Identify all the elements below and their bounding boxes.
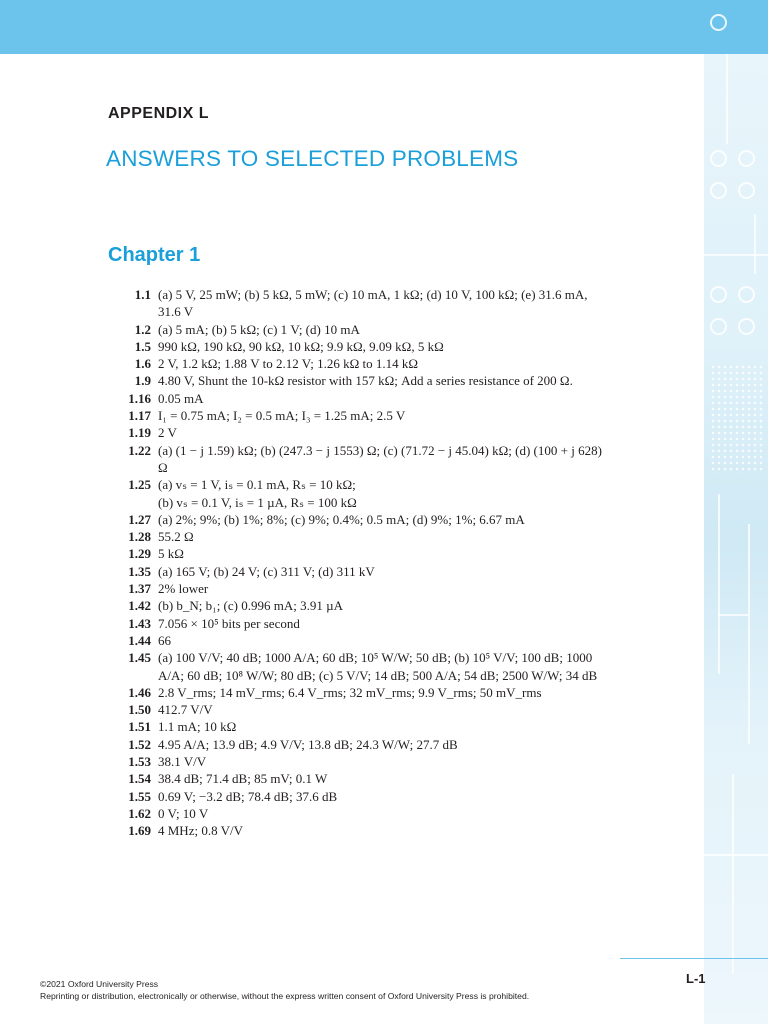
answer-text: 4 MHz; 0.8 V/V bbox=[158, 823, 243, 839]
circuit-ring bbox=[738, 182, 755, 199]
problem-number: 1.45 bbox=[128, 650, 151, 666]
side-circuit-decoration bbox=[704, 54, 768, 1024]
answers-list bbox=[118, 286, 618, 840]
answer-text: (a) 2%; 9%; (b) 1%; 8%; (c) 9%; 0.4%; 0.5 mA; (d) 9%; 1%; 6.67 mA bbox=[158, 511, 525, 527]
problem-number: 1.44 bbox=[128, 632, 151, 648]
answer-row bbox=[118, 321, 618, 338]
answer-row bbox=[118, 563, 618, 580]
circuit-ring bbox=[710, 286, 727, 303]
reprint-notice: Reprinting or distribution, electronically or otherwise, without the express written consent of Oxford University Press is prohibited. bbox=[40, 991, 530, 1001]
answer-text: 4.95 A/A; 13.9 dB; 4.9 V/V; 13.8 dB; 24.3 W/W; 27.7 dB bbox=[158, 736, 458, 752]
problem-number: 1.6 bbox=[134, 356, 151, 372]
answer-text: 55.2 Ω bbox=[158, 529, 194, 545]
problem-number: 1.53 bbox=[128, 754, 151, 770]
answer-row bbox=[118, 684, 618, 701]
answer-row bbox=[118, 528, 618, 545]
answer-row bbox=[118, 753, 618, 770]
circuit-ring bbox=[710, 14, 727, 31]
answer-row bbox=[118, 442, 618, 477]
answer-text: 5 kΩ bbox=[158, 546, 184, 562]
answer-text: 2 V, 1.2 kΩ; 1.88 V to 2.12 V; 1.26 kΩ to 1.14 kΩ bbox=[158, 356, 418, 372]
answer-row bbox=[118, 615, 618, 632]
problem-number: 1.50 bbox=[128, 702, 151, 718]
problem-number: 1.43 bbox=[128, 615, 151, 631]
answer-row bbox=[118, 355, 618, 372]
answer-row bbox=[118, 718, 618, 735]
circuit-trace bbox=[732, 774, 734, 974]
answer-text: 7.056 × 10⁵ bits per second bbox=[158, 615, 300, 631]
problem-number: 1.5 bbox=[134, 338, 151, 354]
circuit-ring bbox=[738, 286, 755, 303]
circuit-trace bbox=[718, 494, 720, 674]
problem-number: 1.52 bbox=[128, 736, 151, 752]
answer-text: I₁ = 0.75 mA; I₂ = 0.5 mA; I₃ = 1.25 mA; 2.5 V bbox=[158, 408, 406, 424]
answer-text: (a) 5 V, 25 mW; (b) 5 kΩ, 5 mW; (c) 10 mA, 1 kΩ; (d) 10 V, 100 kΩ; (e) 31.6 mA, 31.6 V bbox=[158, 287, 588, 320]
problem-number: 1.28 bbox=[128, 529, 151, 545]
top-color-band bbox=[0, 0, 768, 54]
answer-row bbox=[118, 372, 618, 389]
answer-row bbox=[118, 770, 618, 787]
answer-text: 2.8 V_rms; 14 mV_rms; 6.4 V_rms; 32 mV_rms; 9.9 V_rms; 50 mV_rms bbox=[158, 684, 542, 700]
answer-text: 66 bbox=[158, 632, 171, 648]
page-number: L-1 bbox=[686, 971, 706, 986]
answer-row bbox=[118, 545, 618, 562]
answer-row bbox=[118, 338, 618, 355]
circuit-ring bbox=[710, 182, 727, 199]
answer-text: 2 V bbox=[158, 425, 177, 441]
answer-text: (a) 165 V; (b) 24 V; (c) 311 V; (d) 311 kV bbox=[158, 563, 375, 579]
chapter-heading: Chapter 1 bbox=[108, 244, 201, 266]
answer-row bbox=[118, 424, 618, 441]
problem-number: 1.51 bbox=[128, 719, 151, 735]
problem-number: 1.46 bbox=[128, 684, 151, 700]
answer-row bbox=[118, 805, 618, 822]
answer-text: 0 V; 10 V bbox=[158, 805, 209, 821]
circuit-ring bbox=[738, 150, 755, 167]
circuit-dot-grid bbox=[710, 364, 764, 474]
problem-number: 1.17 bbox=[128, 408, 151, 424]
problem-number: 1.16 bbox=[128, 390, 151, 406]
circuit-trace bbox=[704, 254, 768, 256]
problem-number: 1.54 bbox=[128, 771, 151, 787]
problem-number: 1.29 bbox=[128, 546, 151, 562]
answer-row bbox=[118, 286, 618, 321]
answer-text: (a) 5 mA; (b) 5 kΩ; (c) 1 V; (d) 10 mA bbox=[158, 321, 360, 337]
circuit-ring bbox=[710, 318, 727, 335]
problem-number: 1.42 bbox=[128, 598, 151, 614]
answer-row bbox=[118, 390, 618, 407]
problem-number: 1.9 bbox=[134, 373, 151, 389]
problem-number: 1.35 bbox=[128, 563, 151, 579]
circuit-trace bbox=[704, 854, 768, 856]
circuit-trace bbox=[754, 214, 756, 274]
problem-number: 1.62 bbox=[128, 805, 151, 821]
answer-text: (a) (1 − j 1.59) kΩ; (b) (247.3 − j 1553) Ω; (c) (71.72 − j 45.04) kΩ; (d) (100 + j 628) Ω bbox=[158, 442, 602, 475]
answer-text: 0.05 mA bbox=[158, 390, 204, 406]
problem-number: 1.1 bbox=[134, 287, 151, 302]
answer-text: 38.1 V/V bbox=[158, 754, 207, 770]
answer-text: 412.7 V/V bbox=[158, 702, 213, 718]
answer-text: (a) vₛ = 1 V, iₛ = 0.1 mA, Rₛ = 10 kΩ; (b) vₛ = 0.1 V, iₛ = 1 µA, Rₛ = 100 kΩ bbox=[158, 477, 357, 510]
problem-number: 1.25 bbox=[128, 477, 151, 493]
circuit-ring bbox=[710, 150, 727, 167]
circuit-trace bbox=[718, 614, 748, 616]
appendix-title: ANSWERS TO SELECTED PROBLEMS bbox=[106, 146, 519, 171]
circuit-trace bbox=[748, 524, 750, 744]
answer-row bbox=[118, 632, 618, 649]
answer-row bbox=[118, 736, 618, 753]
answer-text: (b) b_N; b₁; (c) 0.996 mA; 3.91 µA bbox=[158, 598, 343, 614]
answer-row bbox=[118, 701, 618, 718]
answer-text: (a) 100 V/V; 40 dB; 1000 A/A; 60 dB; 10⁵ W/W; 50 dB; (b) 10⁵ V/V; 100 dB; 1000 A/A; 60 dB; 10⁸ W/W; 80 dB; (c) 5 V/V; 14 dB; 500 A/A; 54 dB; 2500 W/W; 34 dB bbox=[158, 650, 598, 683]
problem-number: 1.2 bbox=[134, 321, 151, 337]
answer-text: 1.1 mA; 10 kΩ bbox=[158, 719, 237, 735]
footer-rule bbox=[620, 958, 768, 959]
answer-row bbox=[118, 511, 618, 528]
answer-text: 0.69 V; −3.2 dB; 78.4 dB; 37.6 dB bbox=[158, 788, 338, 804]
problem-number: 1.19 bbox=[128, 425, 151, 441]
problem-number: 1.27 bbox=[128, 511, 151, 527]
answer-row bbox=[118, 580, 618, 597]
copyright-line: ©2021 Oxford University Press bbox=[40, 979, 159, 989]
answer-text: 4.80 V, Shunt the 10-kΩ resistor with 157 kΩ; Add a series resistance of 200 Ω. bbox=[158, 373, 573, 389]
problem-number: 1.69 bbox=[128, 823, 151, 839]
problem-number: 1.22 bbox=[128, 442, 151, 458]
footer bbox=[40, 978, 529, 1002]
circuit-trace bbox=[726, 54, 728, 144]
appendix-label: APPENDIX L bbox=[108, 105, 210, 122]
circuit-ring bbox=[738, 318, 755, 335]
problem-number: 1.37 bbox=[128, 581, 151, 597]
problem-number: 1.55 bbox=[128, 788, 151, 804]
answer-row bbox=[118, 649, 618, 684]
answer-row bbox=[118, 788, 618, 805]
answer-row bbox=[118, 597, 618, 614]
answer-text: 2% lower bbox=[158, 581, 209, 597]
answer-row bbox=[118, 407, 618, 424]
answer-row bbox=[118, 822, 618, 839]
answer-text: 990 kΩ, 190 kΩ, 90 kΩ, 10 kΩ; 9.9 kΩ, 9.09 kΩ, 5 kΩ bbox=[158, 338, 444, 354]
answer-text: 38.4 dB; 71.4 dB; 85 mV; 0.1 W bbox=[158, 771, 328, 787]
answer-row bbox=[118, 476, 618, 511]
